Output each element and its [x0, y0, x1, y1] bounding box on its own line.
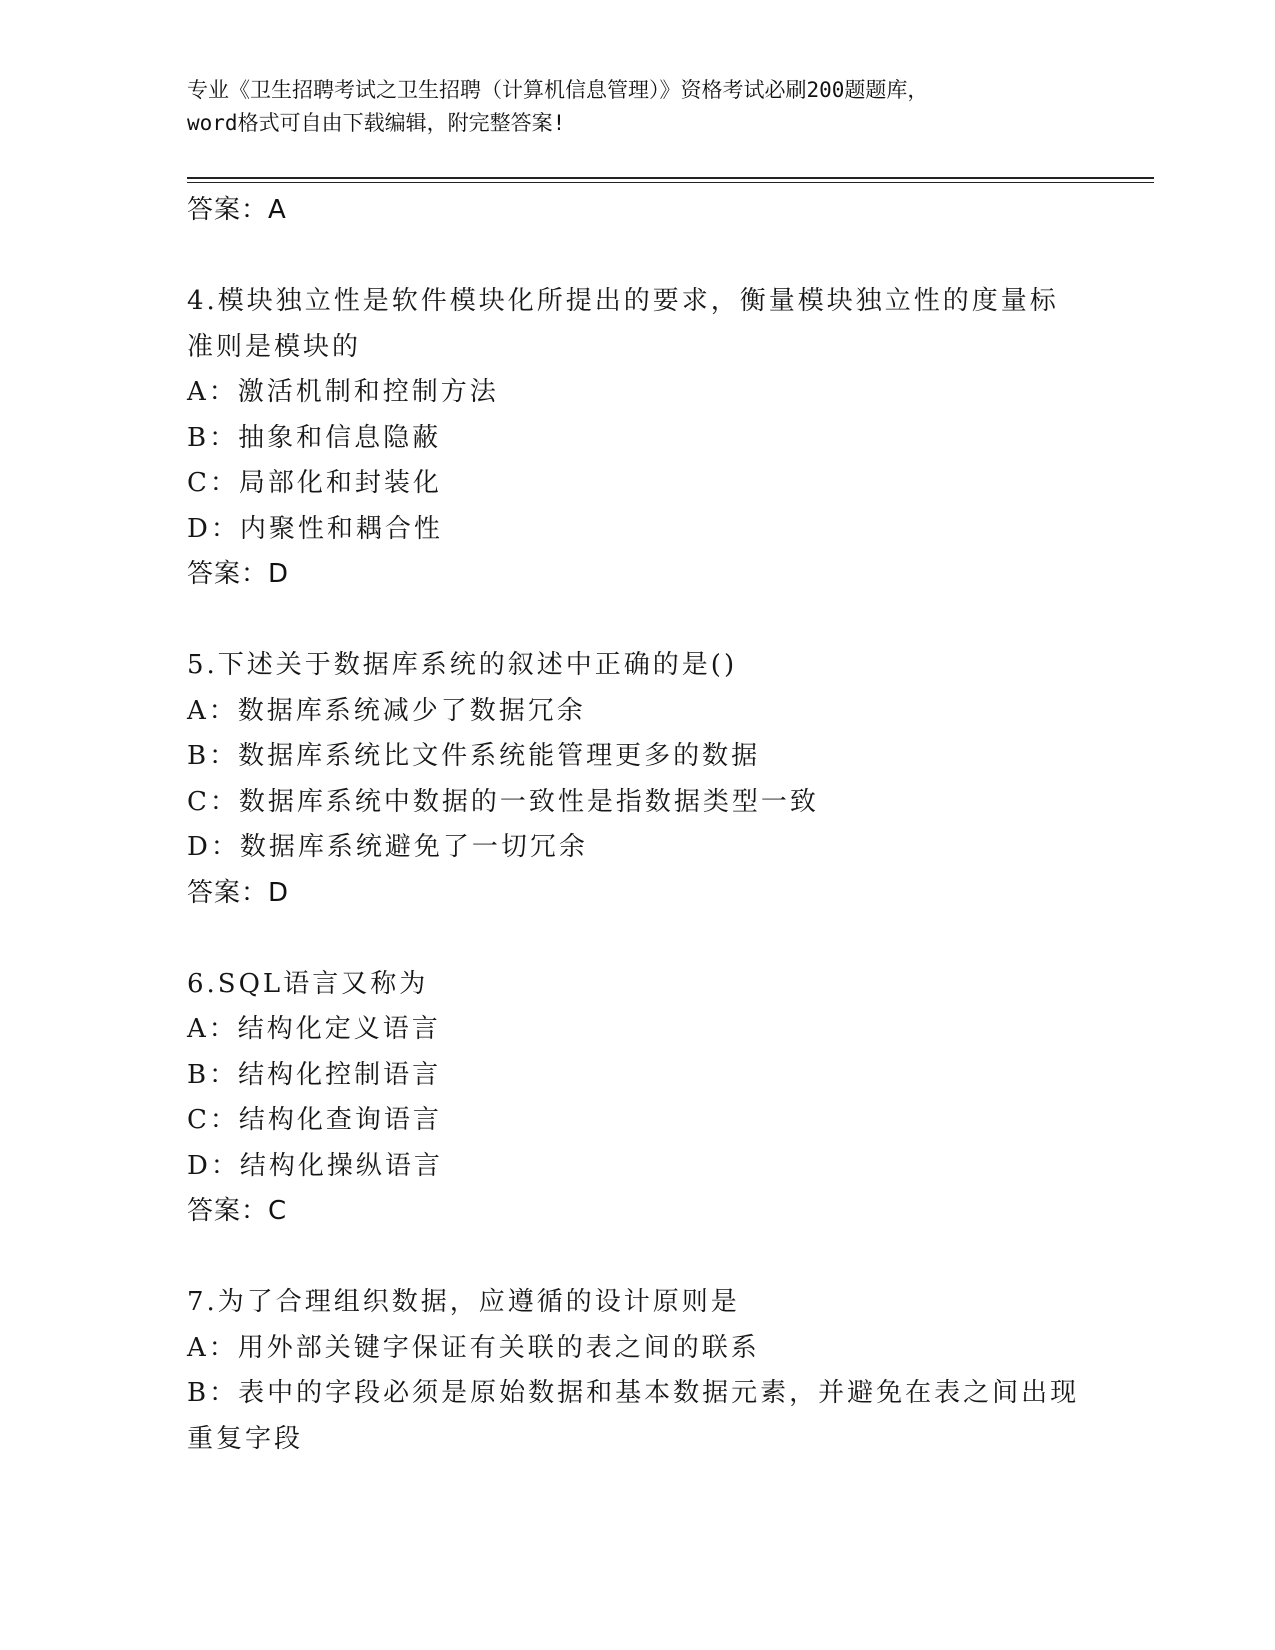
question-7-option-b-line-1: B：表中的字段必须是原始数据和基本数据元素，并避免在表之间出现	[187, 1378, 1080, 1408]
question-5-option-a: A：数据库系统减少了数据冗余	[187, 695, 586, 726]
question-6-option-a: A：结构化定义语言	[187, 1014, 441, 1044]
question-4-stem-line-2: 准则是模块的	[187, 331, 362, 362]
question-6-option-d: D：结构化操纵语言	[187, 1150, 443, 1181]
question-7-option-a: A：用外部关键字保证有关联的表之间的联系	[187, 1332, 760, 1363]
question-5-option-c: C：数据库系统中数据的一致性是指数据类型一致	[187, 786, 819, 817]
question-7-stem: 7.为了合理组织数据，应遵循的设计原则是	[187, 1287, 740, 1317]
question-4-option-d: D：内聚性和耦合性	[187, 513, 443, 544]
spacer	[187, 234, 1087, 280]
spacer	[187, 1235, 1087, 1281]
previous-answer: 答案：A	[187, 195, 287, 225]
question-5-answer: 答案：D	[187, 877, 290, 908]
document-header	[187, 74, 1087, 140]
question-4-option-a: A：激活机制和控制方法	[187, 377, 499, 407]
question-5-option-d: D：数据库系统避免了一切冗余	[187, 832, 588, 862]
spacer	[187, 598, 1087, 644]
question-5-option-b: B：数据库系统比文件系统能管理更多的数据	[187, 741, 761, 771]
question-4-answer: 答案：D	[187, 559, 290, 589]
question-6-stem: 6.SQL语言又称为	[187, 968, 429, 999]
question-list	[187, 188, 1087, 1462]
question-6-option-b: B：结构化控制语言	[187, 1059, 442, 1090]
question-5-stem: 5.下述关于数据库系统的叙述中正确的是()	[187, 650, 738, 680]
header-divider-thin	[187, 182, 1154, 183]
header-divider-thick	[187, 177, 1154, 179]
header-line-1: 专业《卫生招聘考试之卫生招聘（计算机信息管理）》资格考试必刷200题题库，	[187, 78, 929, 102]
header-line-2: word格式可自由下载编辑，附完整答案!	[187, 111, 566, 135]
spacer	[187, 916, 1087, 962]
question-4-option-b: B：抽象和信息隐蔽	[187, 422, 442, 453]
question-6-option-c: C：结构化查询语言	[187, 1105, 442, 1135]
question-4-option-c: C：局部化和封装化	[187, 468, 442, 498]
question-6-answer: 答案：C	[187, 1196, 288, 1226]
question-7-option-b-line-2: 重复字段	[187, 1423, 304, 1454]
question-4-stem-line-1: 4.模块独立性是软件模块化所提出的要求，衡量模块独立性的度量标	[187, 286, 1059, 316]
